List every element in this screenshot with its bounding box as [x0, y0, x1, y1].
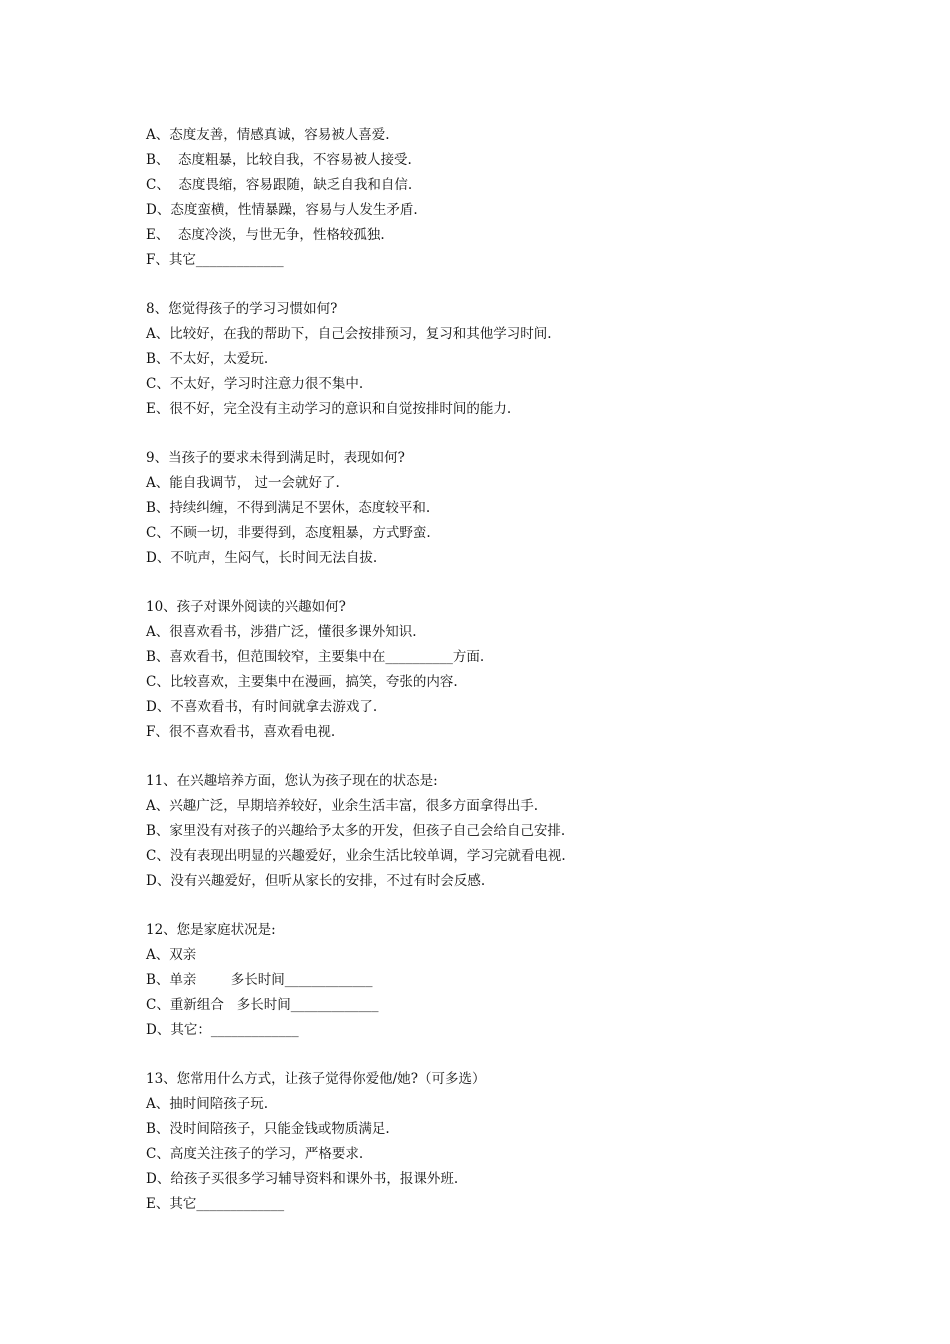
- q8-question: 8、您觉得孩子的学习习惯如何?: [146, 301, 338, 317]
- q7-option-b: B、 态度粗暴，比较自我，不容易被人接受.: [146, 152, 412, 168]
- q7-options: [146, 123, 906, 273]
- q12-option-c: C、重新组合 多长时间_____________: [146, 997, 379, 1013]
- q7-option-a: A、态度友善，情感真诚，容易被人喜爱.: [146, 127, 390, 143]
- q9-option-d: D、不吭声，生闷气，长时间无法自拔.: [146, 550, 378, 566]
- q13-block: [146, 1067, 906, 1217]
- questionnaire-page: [146, 123, 906, 1217]
- q7-option-c: C、 态度畏缩，容易跟随，缺乏自我和自信.: [146, 177, 413, 193]
- q13-option-b: B、没时间陪孩子，只能金钱或物质满足.: [146, 1121, 390, 1137]
- q11-option-b: B、家里没有对孩子的兴趣给予太多的开发，但孩子自己会给自己安排.: [146, 823, 566, 839]
- q9-block: [146, 446, 906, 571]
- q8-block: [146, 297, 906, 422]
- q11-option-a: A、兴趣广泛，早期培养较好，业余生活丰富，很多方面拿得出手.: [146, 798, 539, 814]
- q9-option-c: C、不顾一切，非要得到，态度粗暴，方式野蛮.: [146, 525, 431, 541]
- q8-option-e: E、很不好，完全没有主动学习的意识和自觉按排时间的能力.: [146, 401, 512, 417]
- q10-option-a: A、很喜欢看书，涉猎广泛，懂很多课外知识.: [146, 624, 417, 640]
- q7-option-d: D、态度蛮横，性情暴躁，容易与人发生矛盾.: [146, 202, 418, 218]
- q9-option-a: A、能自我调节， 过一会就好了.: [146, 475, 340, 491]
- q8-option-c: C、不太好，学习时注意力很不集中.: [146, 376, 364, 392]
- q11-question: 11、在兴趣培养方面，您认为孩子现在的状态是:: [146, 773, 438, 789]
- q12-question: 12、您是家庭状况是:: [146, 922, 276, 938]
- q13-option-a: A、抽时间陪孩子玩.: [146, 1096, 269, 1112]
- q7-option-e: E、 态度冷淡，与世无争，性格较孤独.: [146, 227, 385, 243]
- q9-option-b: B、持续纠缠，不得到满足不罢休，态度较平和.: [146, 500, 431, 516]
- q10-option-b: B、喜欢看书，但范围较窄，主要集中在__________方面.: [146, 649, 485, 665]
- q10-option-d: D、不喜欢看书，有时间就拿去游戏了.: [146, 699, 378, 715]
- q13-option-e: E、其它_____________: [146, 1196, 285, 1212]
- q10-option-f: F、很不喜欢看书，喜欢看电视.: [146, 724, 336, 740]
- q11-block: [146, 769, 906, 894]
- q10-option-c: C、比较喜欢，主要集中在漫画，搞笑，夸张的内容.: [146, 674, 458, 690]
- q13-question: 13、您常用什么方式，让孩子觉得你爱他/她?（可多选）: [146, 1071, 486, 1087]
- q10-question: 10、孩子对课外阅读的兴趣如何?: [146, 599, 346, 615]
- q12-option-b: B、单亲 多长时间_____________: [146, 972, 373, 988]
- q9-question: 9、当孩子的要求未得到满足时，表现如何?: [146, 450, 405, 466]
- q7-option-f: F、其它_____________: [146, 252, 284, 268]
- q12-block: [146, 918, 906, 1043]
- q12-option-a: A、双亲: [146, 947, 197, 963]
- q10-block: [146, 595, 906, 745]
- q13-option-c: C、高度关注孩子的学习，严格要求.: [146, 1146, 364, 1162]
- q11-option-d: D、没有兴趣爱好，但听从家长的安排，不过有时会反感.: [146, 873, 486, 889]
- q11-option-c: C、没有表现出明显的兴趣爱好，业余生活比较单调，学习完就看电视.: [146, 848, 566, 864]
- q12-option-d: D、其它：_____________: [146, 1022, 299, 1038]
- q8-option-b: B、不太好，太爱玩.: [146, 351, 269, 367]
- q13-option-d: D、给孩子买很多学习辅导资料和课外书，报课外班.: [146, 1171, 459, 1187]
- q8-option-a: A、比较好，在我的帮助下，自己会按排预习，复习和其他学习时间.: [146, 326, 552, 342]
